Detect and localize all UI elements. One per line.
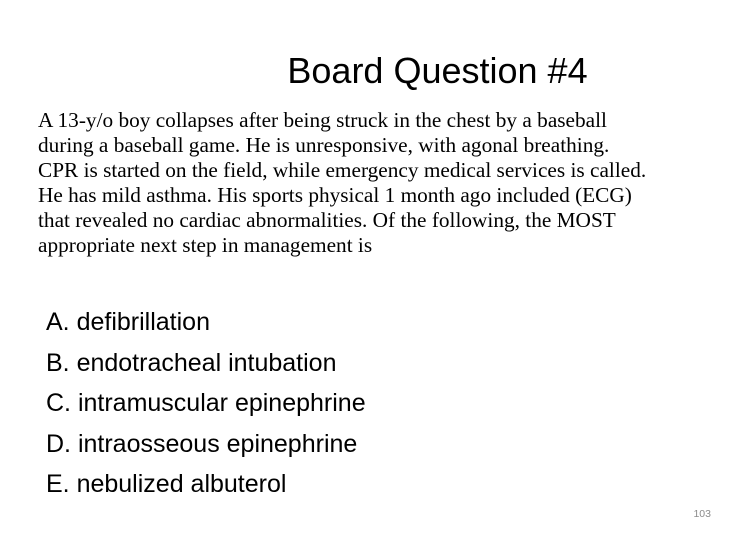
- answer-option-b: B. endotracheal intubation: [46, 348, 337, 377]
- page-number: 103: [693, 508, 711, 520]
- question-line: A 13-y/o boy collapses after being struck in the chest by a baseball: [38, 108, 607, 132]
- answer-option-c: C. intramuscular epinephrine: [46, 389, 366, 417]
- question-line: CPR is started on the field, while emergency medical services is called.: [38, 158, 647, 182]
- question-line: during a baseball game. He is unresponsive, with agonal breathing.: [38, 133, 610, 157]
- slide-title: Board Question #4: [287, 50, 588, 91]
- question-line: that revealed no cardiac abnormalities. Of the following, the MOST: [38, 208, 616, 232]
- answer-option-a: A. defibrillation: [46, 308, 210, 336]
- answer-option-e: E. nebulized albuterol: [46, 470, 287, 498]
- answer-options: [46, 302, 366, 505]
- question-text: [38, 108, 750, 258]
- answer-option-d: D. intraosseous epinephrine: [46, 429, 358, 458]
- question-line: appropriate next step in management is: [38, 233, 373, 257]
- question-line: He has mild asthma. His sports physical 1 month ago included (ECG): [38, 183, 632, 207]
